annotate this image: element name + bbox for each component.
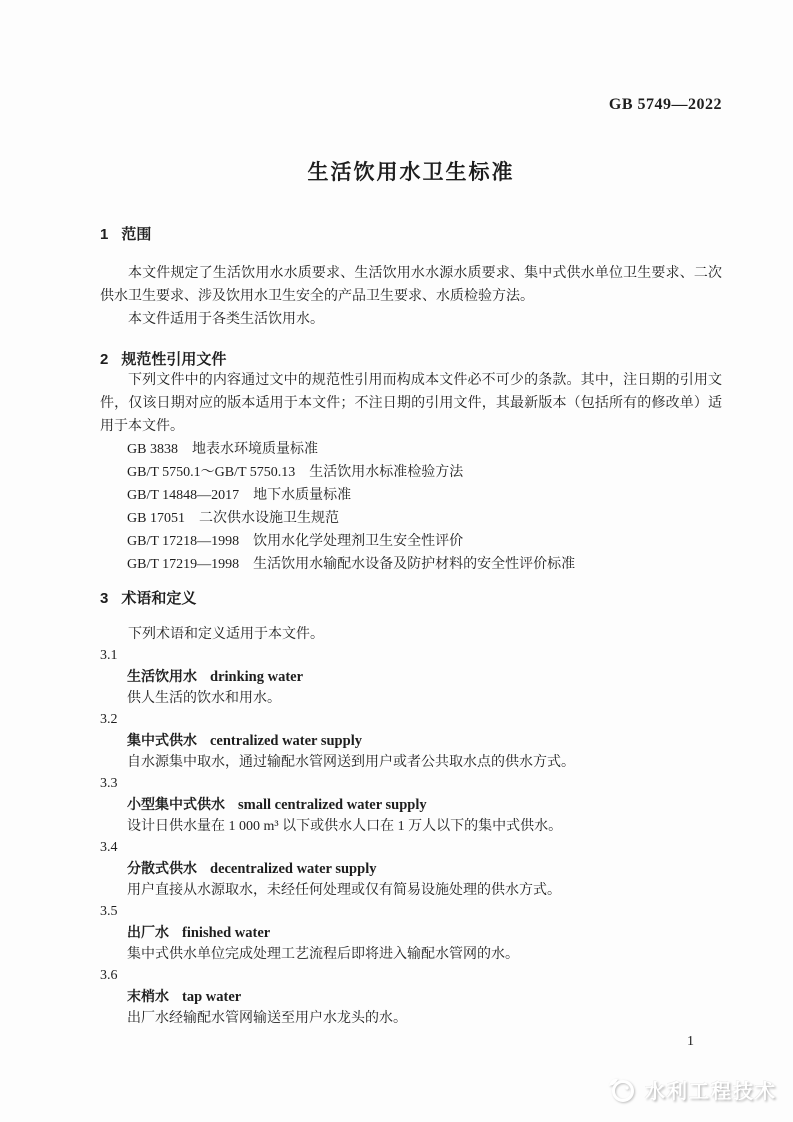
- section-1-paragraph-2: 本文件适用于各类生活饮用水。: [128, 312, 324, 327]
- term-block: [100, 965, 722, 1029]
- reference-title: 二次供水设施卫生规范: [198, 511, 339, 526]
- term-en: decentralized water supply: [210, 861, 377, 877]
- term-line: [100, 858, 722, 880]
- section-1-title: 范围: [121, 226, 152, 243]
- term-definition: 出厂水经输配水管网输送至用户水龙头的水。: [127, 1011, 407, 1026]
- section-1-number: 1: [100, 226, 109, 243]
- section-1-paragraph-1: 本文件规定了生活饮用水水质要求、生活饮用水水源水质要求、集中式供水单位卫生要求、二次供水卫生要求、涉及饮用水卫生安全的产品卫生要求、水质检验方法。: [100, 266, 722, 304]
- page-number: 1: [687, 1034, 694, 1049]
- reference-title: 地表水环境质量标准: [191, 442, 318, 457]
- term-en: tap water: [182, 989, 242, 1005]
- term-zh: 小型集中式供水: [127, 796, 225, 812]
- term-number: 3.3: [100, 776, 118, 791]
- reference-item: [100, 507, 722, 530]
- term-number: 3.1: [100, 648, 118, 663]
- term-definition: 设计日供水量在 1 000 m³ 以下或供水人口在 1 万人以下的集中式供水。: [127, 819, 563, 834]
- term-en: drinking water: [210, 669, 304, 685]
- section-3-heading: [100, 590, 722, 608]
- reference-item: [100, 484, 722, 507]
- term-block: [100, 901, 722, 965]
- section-2-title: 规范性引用文件: [121, 351, 227, 368]
- reference-title: 地下水质量标准: [253, 488, 352, 503]
- section-3-number: 3: [100, 590, 109, 607]
- term-zh: 末梢水: [127, 988, 169, 1004]
- term-definition: 自水源集中取水，通过输配水管网送到用户或者公共取水点的供水方式。: [127, 755, 575, 770]
- watermark: [605, 1074, 777, 1104]
- doc-number: GB 5749—2022: [608, 96, 722, 113]
- reference-code: GB 3838: [127, 442, 178, 457]
- page-content: [100, 0, 722, 1052]
- term-definition: 供人生活的饮水和用水。: [127, 691, 281, 706]
- term-en: finished water: [182, 925, 271, 941]
- term-block: [100, 645, 722, 709]
- section-2-intro: 下列文件中的内容通过文中的规范性引用而构成本文件必不可少的条款。其中，注日期的引用文件，仅该日期对应的版本适用于本文件；不注日期的引用文件，其最新版本（包括所有的修改单）适用于本文件。: [100, 373, 722, 434]
- section-2-heading: [100, 351, 722, 369]
- section-1-heading: [100, 226, 722, 244]
- reference-title: 生活饮用水标准检验方法: [309, 465, 464, 480]
- reference-title: 饮用水化学处理剂卫生安全性评价: [253, 534, 464, 549]
- reference-code: GB/T 14848—2017: [127, 488, 240, 503]
- term-line: [100, 730, 722, 752]
- reference-item: [100, 553, 722, 576]
- term-block: [100, 709, 722, 773]
- reference-code: GB/T 17218—1998: [127, 534, 240, 549]
- reference-item: [100, 438, 722, 461]
- reference-title: 生活饮用水输配水设备及防护材料的安全性评价标准: [253, 557, 576, 572]
- term-number: 3.2: [100, 712, 118, 727]
- term-line: [100, 986, 722, 1008]
- term-number: 3.4: [100, 840, 118, 855]
- term-definition: 集中式供水单位完成处理工艺流程后即将进入输配水管网的水。: [127, 947, 519, 962]
- reference-code: GB/T 17219—1998: [127, 557, 240, 572]
- term-zh: 出厂水: [127, 924, 169, 940]
- term-en: centralized water supply: [210, 733, 362, 749]
- reference-code: GB/T 5750.1～GB/T 5750.13: [127, 465, 296, 480]
- watermark-logo-icon: [605, 1074, 637, 1104]
- reference-code: GB 17051: [127, 511, 185, 526]
- section-2-number: 2: [100, 351, 109, 368]
- term-block: [100, 837, 722, 901]
- term-definition: 用户直接从水源取水，未经任何处理或仅有简易设施处理的供水方式。: [127, 883, 561, 898]
- term-zh: 分散式供水: [127, 860, 197, 876]
- reference-list: [100, 438, 722, 576]
- term-block: [100, 773, 722, 837]
- term-line: [100, 666, 722, 688]
- term-number: 3.5: [100, 904, 118, 919]
- terms-and-definitions: [100, 624, 722, 1029]
- reference-item: [100, 530, 722, 553]
- term-line: [100, 794, 722, 816]
- term-en: small centralized water supply: [238, 797, 427, 813]
- term-line: [100, 922, 722, 944]
- term-number: 3.6: [100, 968, 118, 983]
- watermark-text: 水利工程技术: [645, 1080, 777, 1103]
- section-3-title: 术语和定义: [121, 590, 197, 607]
- page-title: 生活饮用水卫生标准: [307, 161, 515, 184]
- section-3-intro: 下列术语和定义适用于本文件。: [128, 627, 324, 642]
- reference-item: [100, 461, 722, 484]
- term-zh: 生活饮用水: [127, 668, 197, 684]
- term-zh: 集中式供水: [127, 732, 197, 748]
